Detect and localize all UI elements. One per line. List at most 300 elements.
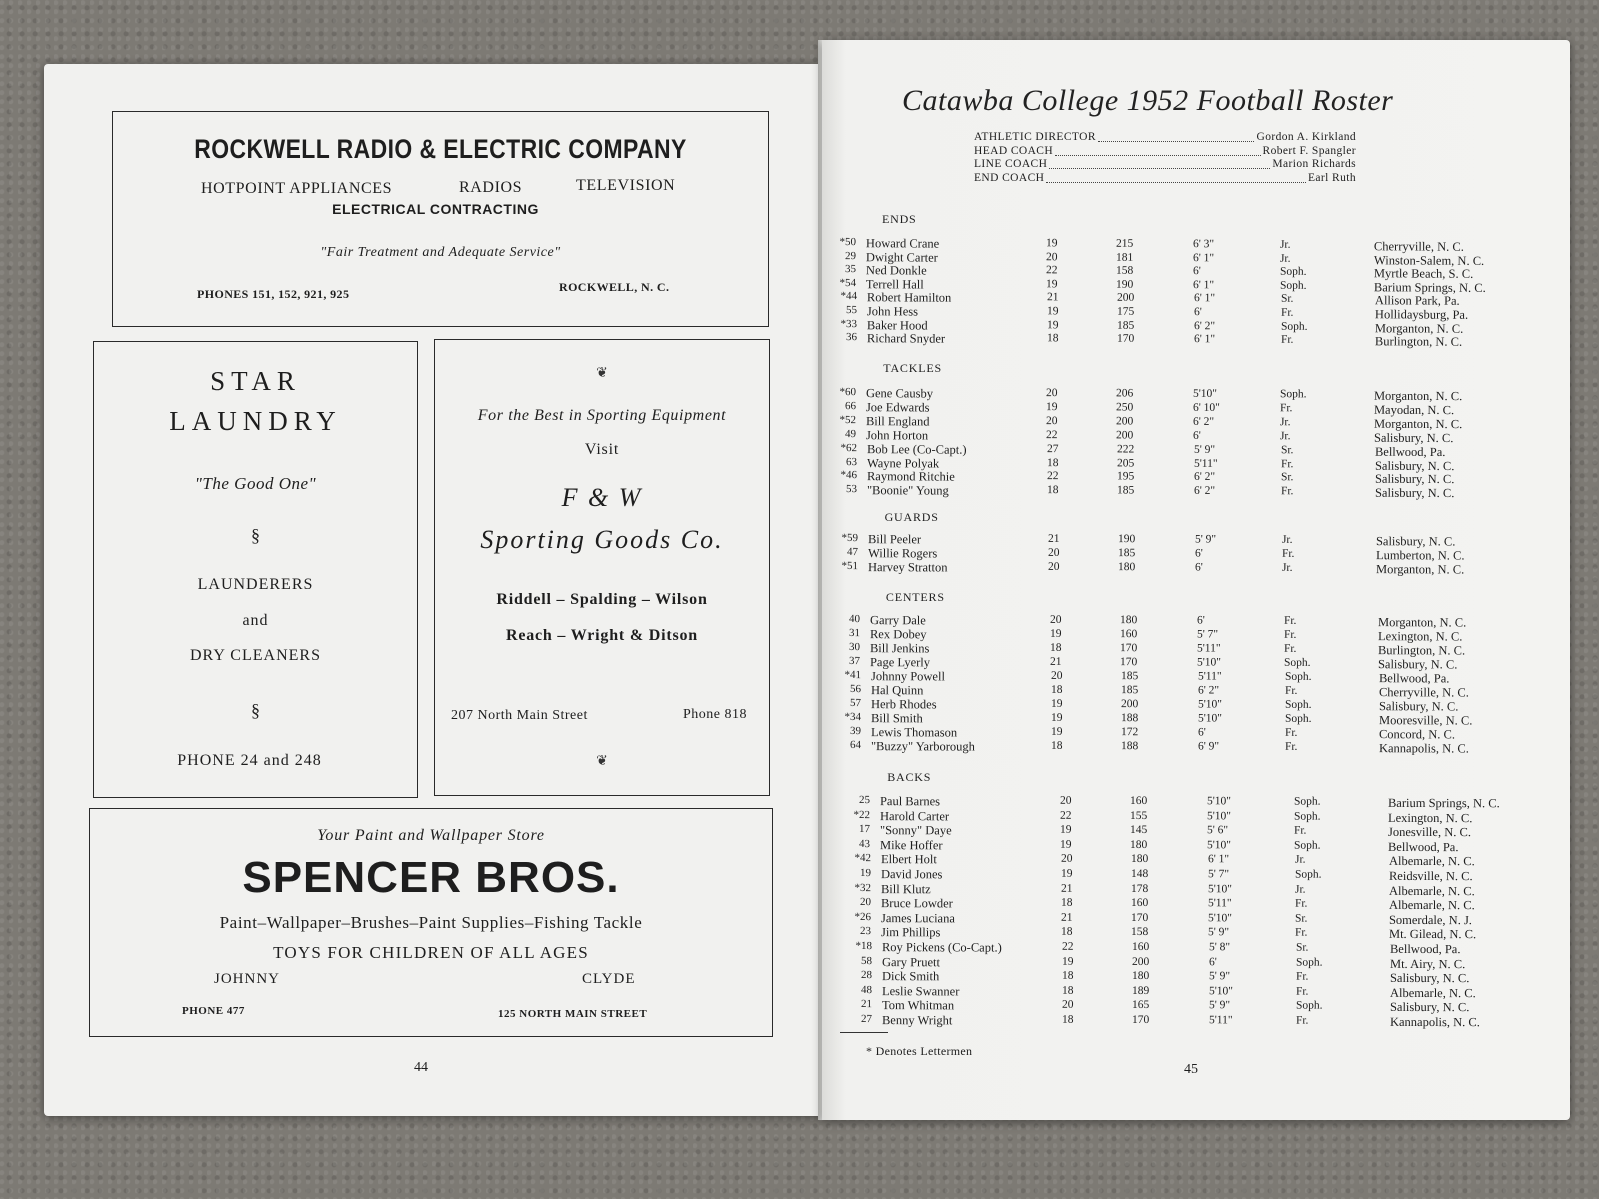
leader-dots bbox=[1046, 172, 1306, 183]
player-weight: 185 bbox=[1120, 684, 1138, 697]
player-name: Howard Crane bbox=[865, 236, 940, 251]
player-name: Hal Quinn bbox=[870, 683, 924, 698]
player-weight: 148 bbox=[1130, 868, 1148, 881]
jersey-number: 37 bbox=[849, 655, 861, 668]
leader-dots bbox=[1055, 145, 1260, 156]
player-name: Harvey Stratton bbox=[868, 559, 948, 575]
star-line1: STAR bbox=[210, 366, 301, 396]
player-hometown: Albemarle, N. C. bbox=[1388, 883, 1475, 898]
player-weight: 158 bbox=[1131, 926, 1149, 939]
jersey-number: 29 bbox=[845, 249, 857, 262]
player-name: "Buzzy" Yarborough bbox=[871, 739, 976, 754]
player-height: 5'10" bbox=[1208, 985, 1233, 998]
player-height: 5'10" bbox=[1197, 712, 1223, 725]
player-hometown: Albemarle, N. C. bbox=[1388, 854, 1475, 869]
player-hometown: Lumberton, N. C. bbox=[1376, 547, 1465, 563]
table-row bbox=[846, 1013, 1546, 1029]
player-class: Soph. bbox=[1284, 670, 1312, 683]
staff-name: Earl Ruth bbox=[1308, 171, 1356, 184]
jersey-number: *51 bbox=[841, 559, 859, 572]
player-name: Dick Smith bbox=[881, 969, 940, 984]
jersey-number: 19 bbox=[859, 867, 871, 880]
player-weight: 185 bbox=[1118, 546, 1136, 560]
player-weight: 170 bbox=[1131, 911, 1149, 924]
player-class: Soph. bbox=[1280, 279, 1307, 292]
player-height: 6' bbox=[1193, 429, 1202, 442]
player-hometown: Salisbury, N. C. bbox=[1374, 486, 1455, 501]
player-hometown: Bellwood, Pa. bbox=[1388, 839, 1459, 854]
player-age: 20 bbox=[1046, 250, 1058, 263]
player-class: Soph. bbox=[1280, 320, 1308, 333]
player-name: Gary Pruett bbox=[881, 954, 940, 969]
player-weight: 206 bbox=[1115, 387, 1134, 400]
player-name: Robert Hamilton bbox=[866, 290, 951, 306]
jersey-number: *44 bbox=[840, 290, 857, 303]
player-weight: 170 bbox=[1116, 332, 1135, 346]
rockwell-item-radios: RADIOS bbox=[459, 179, 523, 196]
jersey-number: *32 bbox=[854, 881, 871, 894]
player-weight: 185 bbox=[1116, 484, 1135, 497]
fw-tagline: For the Best in Sporting Equipment bbox=[477, 407, 727, 424]
player-hometown: Allison Park, Pa. bbox=[1374, 293, 1460, 309]
player-height: 5'10" bbox=[1192, 387, 1218, 400]
player-height: 6' bbox=[1196, 614, 1205, 627]
player-age: 19 bbox=[1050, 697, 1063, 710]
player-height: 5'11" bbox=[1193, 457, 1218, 470]
player-hometown: Salisbury, N. C. bbox=[1378, 657, 1458, 672]
player-age: 20 bbox=[1048, 546, 1060, 559]
player-age: 20 bbox=[1045, 387, 1058, 400]
player-height: 6' 9" bbox=[1198, 740, 1220, 753]
player-weight: 180 bbox=[1130, 838, 1148, 851]
player-name: Roy Pickens (Co-Capt.) bbox=[881, 940, 1002, 955]
player-hometown: Barium Springs, N. C. bbox=[1374, 280, 1487, 295]
player-weight: 205 bbox=[1116, 456, 1134, 470]
player-class: Fr. bbox=[1295, 926, 1308, 940]
table-row bbox=[845, 867, 1545, 883]
player-height: 5' 9" bbox=[1194, 533, 1217, 546]
player-hometown: Salisbury, N. C. bbox=[1390, 1000, 1470, 1015]
player-age: 20 bbox=[1048, 560, 1060, 573]
jersey-number: 57 bbox=[849, 697, 861, 710]
staff-role: ATHLETIC DIRECTOR bbox=[974, 131, 1096, 143]
player-age: 18 bbox=[1061, 984, 1074, 997]
jersey-number: 28 bbox=[860, 969, 872, 982]
player-hometown: Concord, N. C. bbox=[1379, 727, 1456, 742]
player-weight: 180 bbox=[1131, 970, 1150, 983]
jersey-number: 39 bbox=[850, 725, 862, 738]
player-height: 6' bbox=[1195, 547, 1203, 560]
staff-name: Marion Richards bbox=[1272, 158, 1356, 171]
player-hometown: Winston-Salem, N. C. bbox=[1374, 252, 1485, 268]
player-class: Fr. bbox=[1280, 306, 1294, 319]
player-name: Richard Snyder bbox=[866, 331, 946, 346]
player-weight: 188 bbox=[1120, 712, 1139, 725]
player-class: Soph. bbox=[1284, 712, 1312, 725]
rockwell-item-television: TELEVISION bbox=[576, 177, 676, 194]
spencer-name: SPENCER BROS. bbox=[242, 853, 620, 902]
player-class: Soph. bbox=[1294, 839, 1321, 852]
player-height: 5' 9" bbox=[1209, 999, 1231, 1012]
jersey-number: 43 bbox=[859, 837, 871, 850]
player-age: 18 bbox=[1046, 484, 1059, 497]
player-name: Gene Causby bbox=[865, 386, 933, 401]
player-age: 18 bbox=[1046, 456, 1059, 469]
player-age: 19 bbox=[1046, 278, 1058, 291]
player-hometown: Lexington, N. C. bbox=[1378, 629, 1463, 644]
player-class: Soph. bbox=[1294, 810, 1321, 823]
player-age: 19 bbox=[1061, 955, 1074, 968]
player-name: "Sonny" Daye bbox=[880, 823, 952, 838]
player-hometown: Morganton, N. C. bbox=[1373, 388, 1463, 404]
player-age: 20 bbox=[1046, 414, 1058, 427]
spencer-toys: TOYS FOR CHILDREN OF ALL AGES bbox=[273, 943, 589, 962]
player-name: Wayne Polyak bbox=[866, 455, 939, 471]
player-class: Soph. bbox=[1279, 388, 1307, 401]
left-page bbox=[44, 64, 822, 1116]
player-class: Soph. bbox=[1294, 868, 1322, 881]
player-hometown: Morganton, N. C. bbox=[1374, 320, 1464, 336]
player-name: Bruce Lowder bbox=[880, 896, 953, 911]
player-weight: 165 bbox=[1132, 999, 1150, 1012]
player-height: 6' 2" bbox=[1193, 471, 1216, 484]
player-height: 5' 7" bbox=[1207, 868, 1229, 881]
star-slogan: "The Good One" bbox=[194, 474, 317, 493]
player-height: 5'10" bbox=[1197, 656, 1222, 669]
star-services-dry-cleaners: DRY CLEANERS bbox=[190, 647, 321, 664]
player-hometown: Jonesville, N. C. bbox=[1388, 825, 1472, 840]
fw-name-line1: F & W bbox=[561, 483, 643, 512]
jersey-number: 27 bbox=[861, 1013, 873, 1026]
table-row bbox=[845, 925, 1545, 941]
player-hometown: Salisbury, N. C. bbox=[1374, 430, 1454, 445]
player-name: Dwight Carter bbox=[866, 249, 938, 265]
fw-name-line2: Sporting Goods Co. bbox=[480, 525, 724, 554]
player-height: 6' bbox=[1193, 306, 1202, 319]
player-weight: 178 bbox=[1130, 882, 1149, 895]
player-age: 20 bbox=[1062, 999, 1074, 1012]
player-hometown: Morganton, N. C. bbox=[1377, 615, 1467, 630]
player-weight: 215 bbox=[1115, 237, 1134, 250]
star-laundry-ad bbox=[93, 341, 418, 798]
player-name: Rex Dobey bbox=[870, 627, 927, 642]
jersey-number: *41 bbox=[844, 669, 861, 682]
player-class: Fr. bbox=[1280, 457, 1294, 470]
player-weight: 190 bbox=[1117, 533, 1136, 546]
player-name: Terrell Hall bbox=[866, 277, 925, 292]
player-age: 18 bbox=[1050, 683, 1063, 696]
table-row bbox=[831, 483, 1531, 500]
player-height: 5'10" bbox=[1207, 809, 1232, 822]
fw-brands-line2: Reach – Wright & Ditson bbox=[505, 627, 699, 644]
player-name: Johnny Powell bbox=[870, 669, 945, 684]
player-height: 5'10" bbox=[1208, 912, 1233, 925]
player-age: 22 bbox=[1060, 809, 1072, 822]
player-name: Bill England bbox=[866, 413, 930, 429]
player-age: 18 bbox=[1061, 926, 1073, 939]
player-hometown: Burlington, N. C. bbox=[1374, 334, 1463, 349]
player-class: Fr. bbox=[1295, 897, 1308, 910]
page-number-right: 45 bbox=[1184, 1062, 1198, 1077]
player-weight: 180 bbox=[1118, 560, 1136, 573]
player-hometown: Myrtle Beach, S. C. bbox=[1374, 266, 1474, 282]
player-age: 19 bbox=[1050, 711, 1063, 724]
player-class: Soph. bbox=[1293, 795, 1321, 808]
player-class: Sr. bbox=[1280, 471, 1294, 484]
jersey-number: *26 bbox=[854, 910, 872, 923]
player-class: Fr. bbox=[1295, 985, 1309, 998]
player-height: 5'11" bbox=[1208, 897, 1232, 910]
player-name: Herb Rhodes bbox=[870, 697, 937, 712]
player-height: 6' 2" bbox=[1193, 485, 1216, 498]
player-weight: 185 bbox=[1120, 670, 1138, 683]
player-age: 19 bbox=[1046, 305, 1059, 318]
player-hometown: Salisbury, N. C. bbox=[1374, 472, 1455, 487]
jersey-number: 23 bbox=[860, 925, 872, 938]
player-age: 18 bbox=[1061, 896, 1073, 909]
player-weight: 180 bbox=[1119, 614, 1138, 627]
player-class: Fr. bbox=[1280, 485, 1294, 498]
player-height: 6' 3" bbox=[1192, 238, 1215, 251]
roster-title: Catawba College 1952 Football Roster bbox=[902, 84, 1394, 117]
player-name: Raymond Ritchie bbox=[866, 469, 955, 485]
player-name: Jim Phillips bbox=[881, 925, 941, 940]
player-height: 6' 1" bbox=[1193, 251, 1215, 264]
player-age: 18 bbox=[1051, 739, 1063, 752]
section-label-guards: GUARDS bbox=[884, 510, 939, 524]
player-hometown: Cherryville, N. C. bbox=[1378, 685, 1469, 700]
section-symbol: § bbox=[251, 525, 260, 545]
player-weight: 155 bbox=[1130, 809, 1148, 822]
jersey-number: 21 bbox=[861, 998, 873, 1011]
table-row bbox=[844, 794, 1544, 810]
player-hometown: Kannapolis, N. C. bbox=[1390, 1014, 1481, 1030]
player-weight: 170 bbox=[1132, 1014, 1150, 1027]
table-row bbox=[846, 998, 1546, 1014]
jersey-number: *34 bbox=[844, 711, 862, 724]
player-hometown: Mt. Airy, N. C. bbox=[1389, 956, 1465, 971]
player-age: 21 bbox=[1050, 655, 1062, 668]
player-hometown: Morganton, N. C. bbox=[1374, 416, 1463, 431]
player-height: 6' 2" bbox=[1197, 684, 1219, 697]
ornament-icon: ❦ bbox=[596, 366, 608, 381]
player-hometown: Somerdale, N. J. bbox=[1389, 912, 1473, 927]
section-label-backs: BACKS bbox=[887, 770, 932, 784]
jersey-number: 63 bbox=[845, 455, 857, 468]
player-class: Soph. bbox=[1284, 656, 1311, 669]
staff-name: Robert F. Spangler bbox=[1262, 144, 1356, 157]
player-age: 19 bbox=[1060, 823, 1072, 836]
player-weight: 185 bbox=[1116, 319, 1135, 332]
player-class: Sr. bbox=[1295, 912, 1308, 925]
table-row bbox=[831, 331, 1531, 349]
player-age: 20 bbox=[1059, 794, 1072, 807]
player-age: 18 bbox=[1046, 332, 1059, 345]
player-class: Jr. bbox=[1281, 533, 1293, 546]
star-line2: LAUNDRY bbox=[169, 406, 342, 436]
player-class: Soph. bbox=[1284, 698, 1312, 711]
player-name: Benny Wright bbox=[882, 1013, 953, 1028]
fw-visit: Visit bbox=[584, 441, 620, 458]
player-name: Bill Klutz bbox=[880, 881, 931, 896]
player-name: Leslie Swanner bbox=[881, 983, 960, 999]
player-age: 27 bbox=[1046, 442, 1059, 455]
rockwell-location: ROCKWELL, N. C. bbox=[559, 280, 670, 294]
jersey-number: 66 bbox=[845, 399, 857, 413]
player-weight: 158 bbox=[1116, 264, 1134, 278]
player-weight: 200 bbox=[1116, 415, 1134, 428]
section-symbol: § bbox=[251, 700, 260, 720]
player-hometown: Lexington, N. C. bbox=[1388, 810, 1473, 825]
section-label-centers: CENTERS bbox=[885, 590, 945, 604]
player-weight: 180 bbox=[1130, 853, 1148, 866]
player-hometown: Mooresville, N. C. bbox=[1378, 713, 1473, 728]
player-hometown: Morganton, N. C. bbox=[1376, 561, 1465, 577]
player-height: 5'10" bbox=[1197, 698, 1222, 711]
player-name: Page Lyerly bbox=[870, 655, 931, 670]
jersey-number: *42 bbox=[854, 852, 871, 865]
player-height: 5' 9" bbox=[1193, 443, 1215, 456]
jersey-number: 17 bbox=[859, 823, 871, 836]
player-hometown: Hollidaysburg, Pa. bbox=[1374, 307, 1468, 322]
fw-brands-line1: Riddell – Spalding – Wilson bbox=[496, 591, 708, 608]
player-name: Joe Edwards bbox=[866, 400, 930, 415]
player-class: Sr. bbox=[1280, 293, 1294, 306]
player-weight: 181 bbox=[1116, 251, 1134, 264]
player-hometown: Salisbury, N. C. bbox=[1374, 458, 1455, 473]
player-hometown: Albemarle, N. C. bbox=[1389, 985, 1476, 1001]
player-hometown: Bellwood, Pa. bbox=[1389, 941, 1460, 957]
player-height: 5'11" bbox=[1209, 1014, 1233, 1027]
rockwell-slogan: "Fair Treatment and Adequate Service" bbox=[320, 245, 561, 260]
jersey-number: 56 bbox=[849, 683, 861, 696]
spencer-tagline: Your Paint and Wallpaper Store bbox=[317, 827, 545, 844]
star-services-launderers: LAUNDERERS bbox=[197, 576, 314, 593]
player-height: 5'10" bbox=[1207, 839, 1232, 852]
player-class: Jr. bbox=[1294, 853, 1306, 867]
player-age: 19 bbox=[1051, 725, 1063, 738]
spencer-bros-ad bbox=[89, 808, 773, 1037]
staff-row bbox=[974, 158, 1356, 172]
star-services-and: and bbox=[242, 612, 269, 629]
player-weight: 160 bbox=[1131, 941, 1149, 954]
staff-role: LINE COACH bbox=[974, 158, 1048, 171]
player-age: 21 bbox=[1046, 291, 1059, 304]
staff-row bbox=[974, 172, 1356, 186]
jersey-number: *52 bbox=[839, 413, 857, 426]
leader-dots bbox=[1049, 158, 1270, 169]
player-weight: 160 bbox=[1131, 897, 1149, 910]
player-age: 22 bbox=[1046, 264, 1058, 277]
player-name: Garry Dale bbox=[869, 613, 926, 628]
player-weight: 188 bbox=[1121, 740, 1139, 753]
player-height: 5'11" bbox=[1197, 670, 1222, 683]
player-class: Jr. bbox=[1279, 238, 1291, 251]
player-name: Bob Lee (Co-Capt.) bbox=[866, 441, 967, 457]
player-name: Lewis Thomason bbox=[871, 725, 958, 740]
player-weight: 145 bbox=[1130, 824, 1148, 837]
player-name: Baker Hood bbox=[866, 317, 928, 333]
jersey-number: 20 bbox=[860, 896, 872, 909]
player-class: Fr. bbox=[1280, 333, 1294, 346]
spencer-phone: PHONE 477 bbox=[182, 1005, 245, 1017]
player-hometown: Mayodan, N. C. bbox=[1374, 402, 1455, 418]
jersey-number: 36 bbox=[845, 331, 858, 344]
player-class: Fr. bbox=[1294, 824, 1307, 837]
jersey-number: 48 bbox=[860, 983, 872, 996]
star-phone: PHONE 24 and 248 bbox=[177, 752, 322, 769]
staff-role: END COACH bbox=[974, 171, 1045, 184]
spencer-address: 125 NORTH MAIN STREET bbox=[498, 1008, 648, 1020]
jersey-number: *33 bbox=[840, 317, 857, 330]
player-class: Fr. bbox=[1284, 684, 1298, 697]
player-age: 22 bbox=[1046, 470, 1059, 483]
jersey-number: 47 bbox=[847, 545, 859, 558]
player-name: Willie Rogers bbox=[868, 545, 938, 561]
player-hometown: Mt. Gilead, N. C. bbox=[1389, 927, 1477, 942]
fw-sporting-goods-ad bbox=[434, 339, 770, 796]
jersey-number: 53 bbox=[845, 483, 858, 496]
rockwell-phones: PHONES 151, 152, 921, 925 bbox=[197, 287, 350, 301]
jersey-number: *62 bbox=[840, 441, 857, 454]
rockwell-subtitle: ELECTRICAL CONTRACTING bbox=[332, 201, 539, 217]
fw-address: 207 North Main Street bbox=[451, 708, 588, 723]
jersey-number: 49 bbox=[845, 427, 857, 440]
player-name: James Luciana bbox=[881, 910, 956, 926]
player-weight: 222 bbox=[1116, 443, 1134, 456]
player-height: 5' 9" bbox=[1208, 926, 1230, 939]
player-name: Tom Whitman bbox=[882, 998, 955, 1013]
player-hometown: Salisbury, N. C. bbox=[1375, 534, 1456, 549]
player-class: Fr. bbox=[1284, 628, 1297, 641]
player-age: 21 bbox=[1060, 882, 1073, 895]
player-name: John Horton bbox=[866, 427, 929, 443]
staff-role: HEAD COACH bbox=[974, 144, 1054, 157]
player-height: 6' bbox=[1195, 561, 1204, 574]
player-class: Jr. bbox=[1280, 429, 1291, 442]
jersey-number: *18 bbox=[854, 940, 872, 953]
player-hometown: Albemarle, N. C. bbox=[1388, 898, 1475, 913]
player-height: 6' 1" bbox=[1193, 333, 1216, 346]
jersey-number: 64 bbox=[850, 739, 862, 752]
player-age: 20 bbox=[1050, 669, 1063, 682]
player-name: Paul Barnes bbox=[879, 794, 941, 809]
player-height: 5'10" bbox=[1207, 882, 1232, 895]
jersey-number: *50 bbox=[839, 236, 856, 249]
player-name: John Hess bbox=[866, 304, 918, 319]
player-name: Bill Smith bbox=[870, 711, 923, 726]
player-age: 20 bbox=[1049, 613, 1062, 626]
player-height: 6' 1" bbox=[1207, 853, 1229, 866]
jersey-number: *22 bbox=[853, 808, 871, 821]
staff-row bbox=[974, 131, 1356, 145]
fw-phone: Phone 818 bbox=[683, 707, 747, 722]
player-name: Harold Carter bbox=[880, 808, 950, 823]
player-class: Jr. bbox=[1294, 883, 1306, 896]
player-class: Sr. bbox=[1280, 443, 1294, 456]
leader-dots bbox=[1098, 131, 1255, 142]
rockwell-radio-ad bbox=[112, 111, 769, 327]
ornament-icon: ❦ bbox=[596, 754, 608, 769]
section-label-ends: ENDS bbox=[882, 212, 917, 226]
player-height: 5' 6" bbox=[1207, 824, 1229, 837]
player-class: Sr. bbox=[1295, 941, 1308, 954]
player-weight: 160 bbox=[1129, 795, 1148, 808]
player-height: 5'11" bbox=[1197, 642, 1221, 655]
rockwell-item-hotpoint: HOTPOINT APPLIANCES bbox=[201, 180, 393, 197]
player-class: Jr. bbox=[1282, 561, 1293, 574]
player-weight: 170 bbox=[1120, 656, 1138, 669]
